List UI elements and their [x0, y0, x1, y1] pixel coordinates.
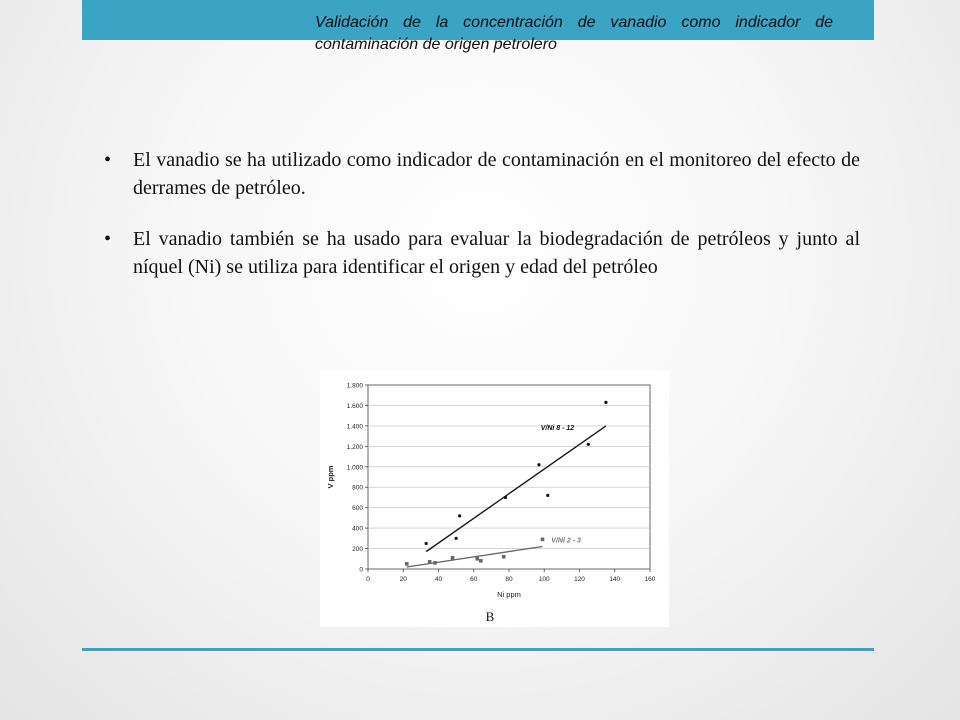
x-tick-label: 40 [434, 576, 443, 583]
y-tick-label: 1.800 [346, 382, 363, 390]
x-axis-label: Ni ppm [497, 590, 521, 599]
x-tick-label: 160 [644, 576, 656, 583]
plot-area [368, 385, 650, 569]
bullet-item [104, 225, 860, 281]
series-label: V/Ni 2 - 3 [551, 537, 581, 545]
panel-label: B [485, 609, 495, 624]
bullet-text: El vanadio se ha utilizado como indicador de contaminación en el monitoreo del efecto de derrames de petróleo. [133, 149, 860, 199]
data-point [541, 538, 545, 542]
data-point [604, 401, 607, 404]
bullet-marker: • [104, 149, 112, 171]
data-point [537, 463, 540, 466]
data-point [433, 561, 437, 565]
y-tick-label: 1.600 [346, 402, 363, 410]
y-tick-label: 0 [359, 566, 363, 574]
x-tick-label: 80 [505, 576, 513, 583]
bullet-text: El vanadio también se ha usado para evaluar la biodegradación de petróleos y junto al níquel (Ni) se utiliza para identificar el origen y edad del petróleo [133, 228, 860, 278]
data-point [502, 555, 506, 559]
data-point [455, 537, 458, 540]
y-tick-label: 1.000 [346, 464, 363, 472]
x-tick-label: 120 [574, 576, 585, 583]
data-point [546, 494, 549, 497]
y-tick-label: 200 [352, 546, 363, 554]
y-tick-label: 1.200 [346, 443, 363, 451]
data-point [425, 542, 428, 545]
data-point [504, 496, 507, 499]
y-tick-label: 400 [352, 525, 363, 533]
y-tick-label: 600 [352, 505, 363, 513]
x-tick-label: 0 [366, 576, 370, 583]
y-axis-label: V ppm [326, 465, 335, 489]
bullet-item [104, 146, 860, 202]
x-tick-label: 140 [609, 576, 621, 583]
x-tick-label: 20 [399, 576, 407, 583]
data-point [428, 560, 432, 564]
x-axis-ticks [366, 569, 656, 583]
series-label: V/Ni 8 - 12 [540, 424, 575, 432]
y-tick-label: 1.400 [346, 423, 363, 431]
scatter-figure [320, 371, 669, 627]
data-point [479, 559, 483, 563]
data-point [458, 514, 461, 517]
y-axis-ticks [347, 383, 368, 574]
data-point [451, 556, 455, 560]
x-tick-label: 100 [538, 576, 550, 583]
bottom-rule [82, 648, 874, 651]
data-point [405, 562, 409, 566]
x-tick-label: 60 [470, 576, 478, 583]
slide-title: Validación de la concentración de vanadio como indicador de contaminación de origen petrolero [315, 14, 833, 53]
data-point [587, 443, 590, 446]
scatter-chart [320, 371, 669, 627]
bullet-marker: • [104, 228, 112, 250]
data-point [475, 557, 479, 561]
y-tick-label: 800 [352, 484, 363, 492]
bullet-list [104, 146, 860, 304]
